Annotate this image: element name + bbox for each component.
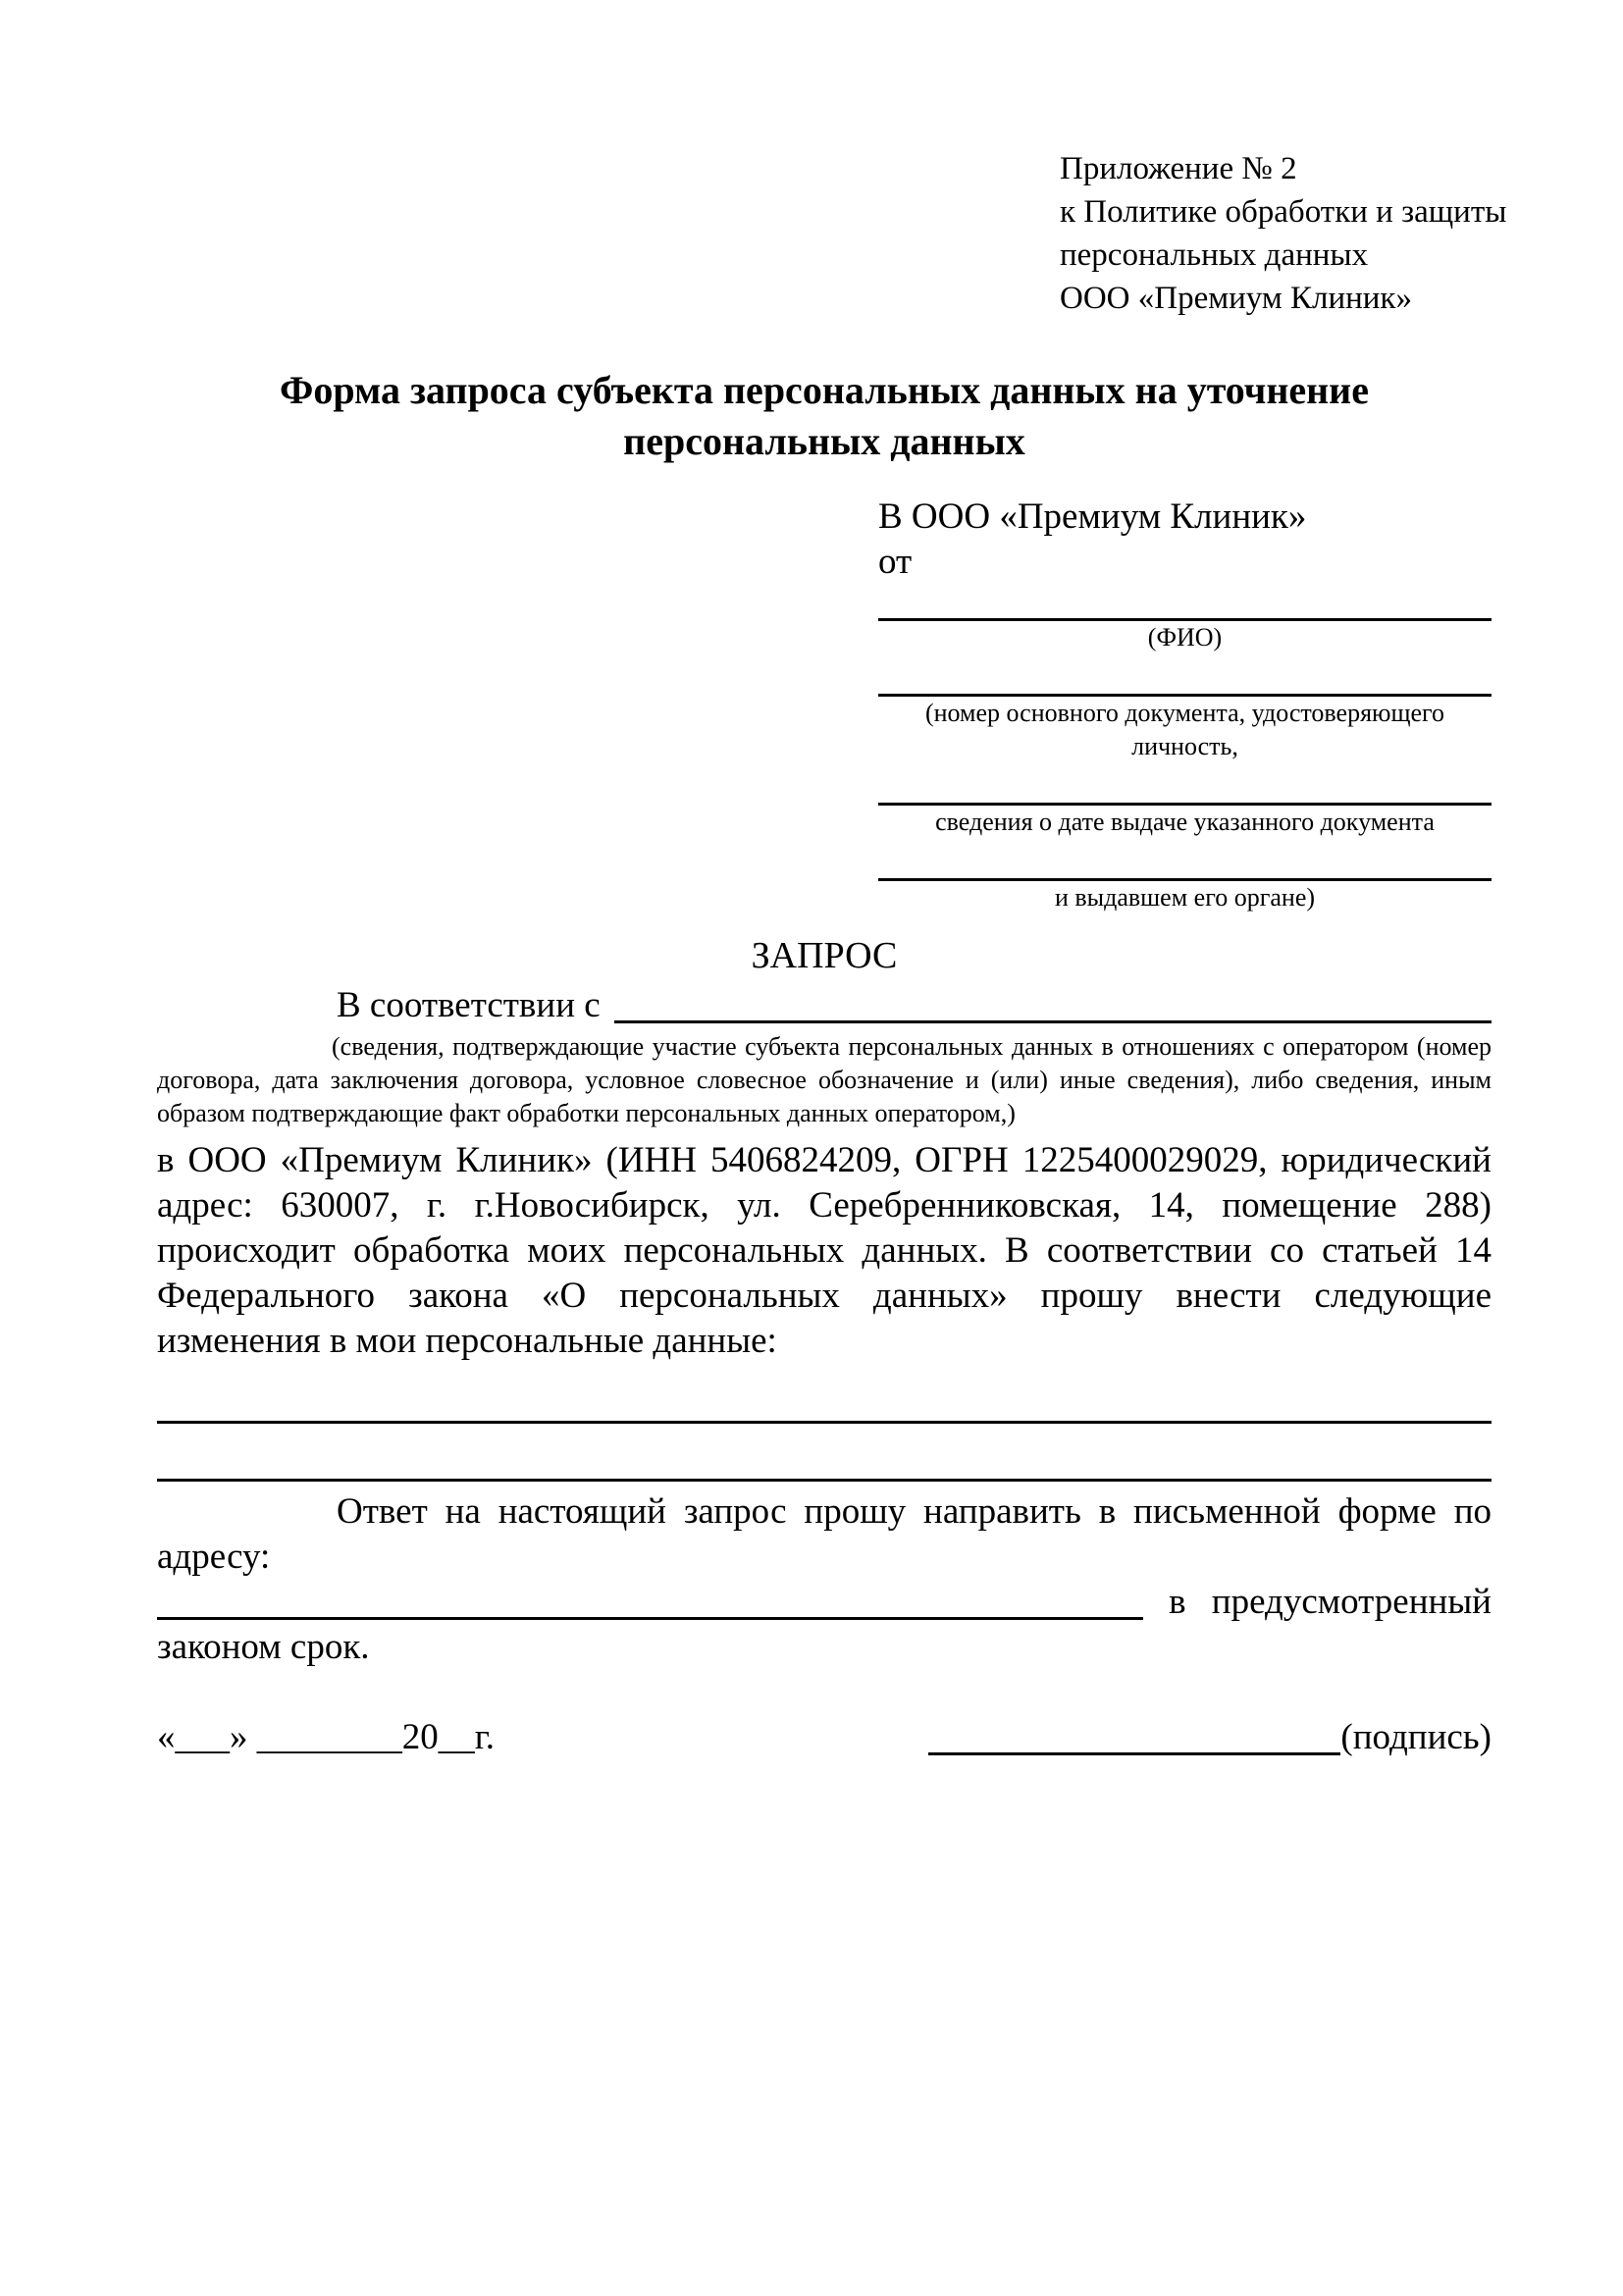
appendix-line-4: ООО «Премиум Клиник» [1060,281,1412,316]
accordance-note: (сведения, подтверждающие участие субъекта персональных данных в отношениях с оператором (номер договора, дата заключения договора, условное словесное обозначение и (или) иные сведения), либо сведения, иным образом подтверждающие факт обработки персональных данных оператором,) [157,1032,1492,1127]
reply-word-predusmotrenny: предусмотренный [1211,1582,1492,1622]
issue-date-field-caption: сведения о дате выдаче указанного документа [935,808,1435,836]
fio-field [878,585,1492,654]
changes-blank-line-2 [157,1424,1492,1482]
document-title-line-1: Форма запроса субъекта персональных данных на уточнение [280,368,1369,412]
reply-paragraph-line-3: законом срок. [157,1627,370,1667]
appendix-line-2: к Политике обработки и защиты [1060,194,1507,230]
document-number-blank-line [878,660,1492,697]
document-title-line-2: персональных данных [623,419,1025,463]
accordance-lead-text: В соответствии с [337,985,601,1025]
appendix-line-3: персональных данных [1060,237,1369,273]
addressee-from: от [878,542,913,582]
issuing-authority-blank-line [878,845,1492,881]
address-blank-line [157,1588,1143,1620]
reply-paragraph-line-1: Ответ на настоящий запрос прошу направить в письменной форме по адресу: [157,1491,1492,1577]
date-signature-row [157,1715,1492,1760]
appendix-line-1: Приложение № 2 [1060,151,1297,186]
reply-paragraph-line-2 [157,1580,1492,1625]
fio-blank-line [878,585,1492,621]
document-title [157,365,1492,467]
document-number-field-caption: (номер основного документа, удостоверяющего личность, [924,699,1445,760]
date-blank-text: «___» ________20__г. [157,1717,496,1757]
signature-blank-line [928,1723,1340,1755]
accordance-row [157,983,1492,1028]
signature-block [928,1715,1492,1760]
appendix-block [1060,147,1507,320]
request-heading: ЗАПРОС [751,935,898,976]
issuing-authority-field [878,845,1492,914]
fio-field-caption: (ФИО) [1147,623,1223,652]
accordance-blank-line [614,991,1492,1023]
changes-blank-line-1 [157,1372,1492,1424]
addressee-block [878,495,1492,914]
issue-date-field [878,769,1492,839]
document-number-field [878,660,1492,763]
issue-date-blank-line [878,769,1492,806]
addressee-to: В ООО «Премиум Клиник» [878,496,1307,537]
request-body-paragraph: в ООО «Премиум Клиник» (ИНН 5406824209, ОГРН 1225400029029, юридический адрес: 630007, г. г.Новосибирск, ул. Серебренниковская, 14, помещение 288) происходит обработка моих персональных данных. В соответствии со статьей 14 Федерального закона «О персональных данных» прошу внести следующие изменения в мои персональные данные: [157,1140,1492,1361]
reply-word-v: в [1169,1582,1186,1622]
signature-caption: (подпись) [1340,1717,1492,1757]
issuing-authority-field-caption: и выдавшем его органе) [1054,883,1316,912]
